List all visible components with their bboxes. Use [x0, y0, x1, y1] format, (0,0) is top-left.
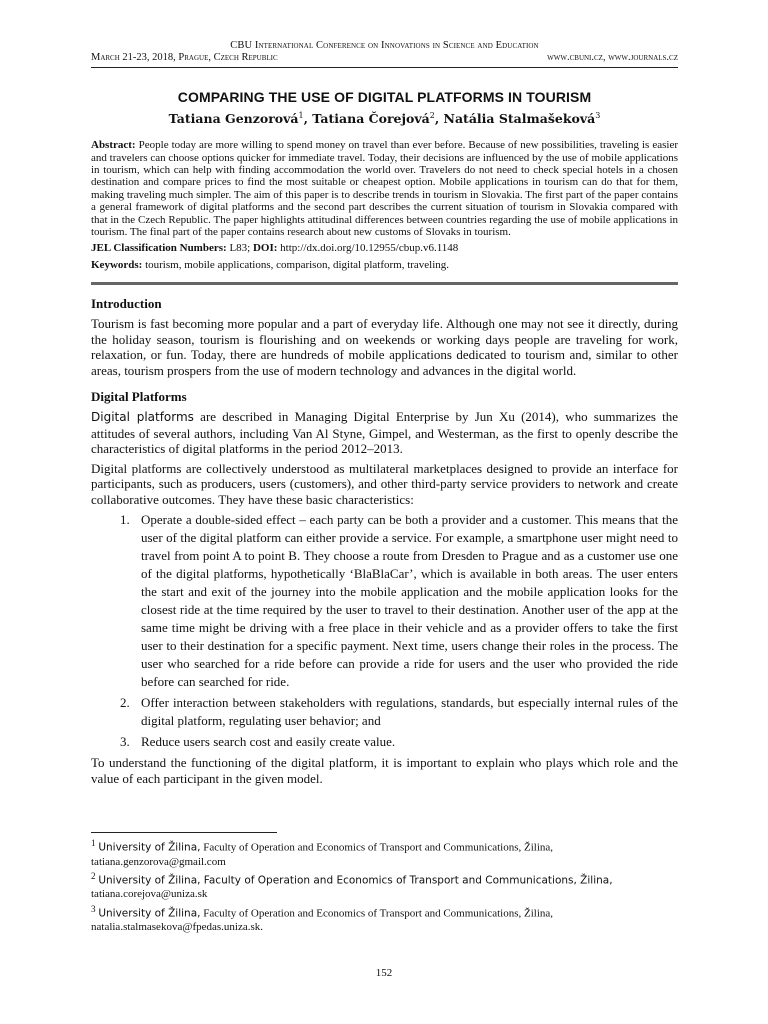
author-name: Natália Stalmašeková — [443, 111, 596, 127]
abstract-text: People today are more willing to spend money on travel than ever before. Because of new possibilities, traveling is easier and travelers can choose options quicker for immediate travel. Today, their decisions are influenced by the use of mobile applications in tourism, which can help with finding accommodation the world over. Travelers do not need to check special hotels in a chosen destination and compare prices to find the most suitable or cheapest option. Mobile applications in tourism can do that for them, making traveling much simpler. The aim of this paper is to describe trends in tourism in Slovakia. The first part of the paper contains a general framework of digital platforms and the second part describes the current situation of tourism in Slovakia compared with that in the Czech Republic. The paper highlights attitudinal differences between countries regarding the use of mobile applications in tourism. The final part of the paper contains research about new customs of Slovaks in tourism. — [91, 139, 679, 238]
author-footnote-mark: 2 — [429, 111, 435, 120]
paper-metadata — [91, 242, 678, 272]
abstract — [91, 139, 678, 238]
keywords-label: Keywords: — [91, 259, 143, 272]
conference-name: CBU International Conference on Innovations in Science and Education — [230, 40, 539, 51]
footnote-rule — [91, 832, 277, 833]
header-row — [91, 52, 678, 64]
footnotes — [91, 837, 678, 934]
page-number: 152 — [375, 967, 393, 979]
abstract-label: Abstract: — [91, 139, 136, 152]
footnote — [91, 870, 678, 902]
keywords-value: tourism, mobile applications, comparison, digital platform, traveling. — [145, 259, 450, 272]
footnote-affiliation: University of Žilina, — [98, 907, 201, 920]
author-list: Tatiana Genzorová$^1$, Tatiana Čorejová$^2$, Natália Stalmašeková$^3$ — [168, 111, 601, 127]
author-name: Tatiana Čorejová — [312, 111, 430, 127]
introduction-heading: Introduction — [91, 296, 162, 312]
digital-platforms-paragraph-2: Digital platforms are collectively understood as multilateral marketplaces designed to provide an interface for participants, such as producers, users (customers), and other third-party service providers to network and create collaborative outcomes. They have these basic characteristics: — [91, 460, 678, 507]
digital-platforms-text-1: are described in Managing Digital Enterprise by Jun Xu (2014), who summarizes the attitudes of several authors, including Van Al Styne, Gimpel, and Westerman, as the first to openly describe the characteristics of digital platforms in the period 2012–2013. — [91, 409, 679, 457]
header-rule — [91, 67, 678, 68]
list-item: 3. Reduce users search cost and easily create value. — [133, 733, 678, 751]
footnote-affiliation: University of Žilina, — [98, 842, 201, 855]
jel-row — [91, 242, 678, 255]
jel-value: L83; — [229, 242, 251, 255]
author-footnote-mark: 1 — [298, 111, 304, 120]
footnote-email[interactable]: tatiana.genzorova@gmail.com — [91, 855, 226, 868]
footnote-mark: 3 — [91, 903, 96, 914]
author-name: Tatiana Genzorová — [168, 111, 299, 127]
section-divider — [91, 282, 678, 285]
jel-label: JEL Classification Numbers: — [91, 242, 227, 255]
footnote-email[interactable]: natalia.stalmasekova@fpedas.uniza.sk. — [91, 920, 264, 933]
digital-platforms-term: Digital platforms — [91, 410, 194, 425]
footnote-affiliation-rest: Faculty of Operation and Economics of Transport and Communications, Žilina, — [200, 842, 554, 855]
characteristics-list — [91, 511, 678, 751]
closing-paragraph: To understand the functioning of the digital platform, it is important to explain who plays which role and the value of each participant in the given model. — [91, 755, 678, 786]
digital-platforms-paragraph-1 — [91, 409, 678, 457]
footnote — [91, 837, 678, 869]
footnote-mark: 2 — [91, 871, 96, 882]
paper-page — [91, 40, 678, 935]
footnote-affiliation: University of Žilina, Faculty of Operation and Economics of Transport and Communications, Žilina, — [98, 874, 613, 887]
running-header — [91, 40, 678, 68]
conference-websites: www.cbuni.cz, www.journals.cz — [547, 52, 678, 63]
footnote — [91, 903, 678, 935]
introduction-paragraph: Tourism is fast becoming more popular and a part of everyday life. Although one may not see it directly, during the holiday season, tourism is flourishing and on weekends or working days people are traveling for work, relaxation, or fun. Today, there are hundreds of mobile applications dedicated to tourism and, similar to other areas, tourism prospers from the use of modern technology and advances in the digital world. — [91, 316, 678, 378]
digital-platforms-heading: Digital Platforms — [91, 389, 187, 405]
list-item: 1. Operate a double-sided effect – each party can be both a provider and a customer. This means that the user of the digital platform can either provide a service. For example, a smartphone user might need to travel from point A to point B. They choose a route from Dresden to Prague and as a customer use one of the digital platforms, hypothetically ‘BlaBlaCar’, which is available in both areas. The user enters the start and exit of the journey into the mobile application and the mobile application looks for the closest ride at the time required by the user to travel to their destination. Another user of the app at the same time might be driving with a free place in their vehicle and as a provider offers to take the first user to their destination for a specific payment. Next time, users change their roles in the process. The user who searched for a ride before can provide a ride for users and the user who provided the ride before can searched for ride. — [133, 511, 678, 691]
list-item: 2. Offer interaction between stakeholders with regulations, standards, but especially internal rules of the digital platform, regulating user behavior; and — [133, 694, 678, 730]
keywords-row — [91, 259, 678, 272]
paper-title: COMPARING THE USE OF DIGITAL PLATFORMS IN TOURISM — [177, 89, 592, 105]
footnote-mark: 1 — [91, 838, 96, 849]
doi-link[interactable]: http://dx.doi.org/10.12955/cbup.v6.1148 — [280, 242, 459, 255]
footnote-email[interactable]: tatiana.corejova@uniza.sk — [91, 888, 208, 901]
doi-label: DOI: — [252, 242, 278, 255]
author-footnote-mark: 3 — [595, 111, 601, 120]
conference-date-place: March 21-23, 2018, Prague, Czech Republic — [91, 52, 278, 63]
footnote-affiliation-rest: Faculty of Operation and Economics of Transport and Communications, Žilina, — [200, 907, 554, 920]
